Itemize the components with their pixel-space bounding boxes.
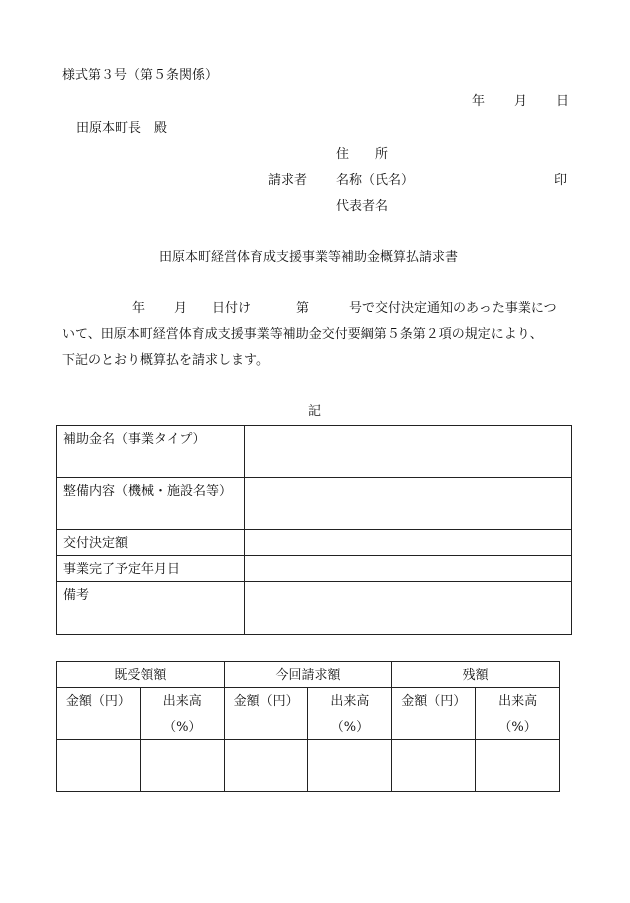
subsidy-name-field[interactable] <box>245 426 572 478</box>
addressee: 田原本町長 殿 <box>76 121 168 136</box>
progress-header: 出来高 （%） <box>476 688 560 740</box>
claim-amount-field[interactable] <box>224 740 308 792</box>
table-row <box>57 740 560 792</box>
row-label: 備考 <box>57 582 245 635</box>
table-subheader-row <box>57 688 560 740</box>
row-label: 交付決定額 <box>57 530 245 556</box>
body-blank-number: 第 <box>296 301 310 316</box>
body-blank-month: 月 <box>174 301 188 316</box>
table-header-row <box>57 662 560 688</box>
table-row <box>57 556 572 582</box>
group-header-remaining: 残額 <box>392 662 560 688</box>
amount-header: 金額（円） <box>392 688 476 740</box>
received-amount-field[interactable] <box>57 740 141 792</box>
row-label: 事業完了予定年月日 <box>57 556 245 582</box>
progress-header: 出来高 （%） <box>308 688 392 740</box>
seal-mark: 印 <box>554 173 568 188</box>
row-label: 補助金名（事業タイプ） <box>57 426 245 478</box>
table-row <box>57 478 572 530</box>
requester-name-label: 名称（氏名） <box>336 173 415 188</box>
progress-header: 出来高 （%） <box>140 688 224 740</box>
detail-table <box>56 425 572 635</box>
body-blank-day: 日付け <box>212 301 252 316</box>
completion-date-field[interactable] <box>245 556 572 582</box>
remaining-progress-field[interactable] <box>476 740 560 792</box>
requester-address-label: 住 所 <box>336 147 389 162</box>
ki-heading: 記 <box>308 404 322 419</box>
table-row <box>57 582 572 635</box>
table-row <box>57 426 572 478</box>
body-line2: いて、田原本町経営体育成支援事業等補助金交付要綱第５条第２項の規定により、 <box>62 327 543 342</box>
payment-table <box>56 661 560 792</box>
requester-label: 請求者 <box>268 173 308 188</box>
body-line3: 下記のとおり概算払を請求します。 <box>62 353 269 368</box>
equipment-content-field[interactable] <box>245 478 572 530</box>
body-line1: 号で交付決定通知のあった事業につ <box>349 301 557 316</box>
date-month-label: 月 <box>514 94 528 109</box>
amount-header: 金額（円） <box>224 688 308 740</box>
document-title: 田原本町経営体育成支援事業等補助金概算払請求書 <box>159 250 459 265</box>
form-number: 様式第３号（第５条関係） <box>62 68 219 83</box>
row-label: 整備内容（機械・施設名等） <box>57 478 245 530</box>
date-year-label: 年 <box>472 94 486 109</box>
group-header-received: 既受領額 <box>57 662 225 688</box>
remaining-amount-field[interactable] <box>392 740 476 792</box>
group-header-current-claim: 今回請求額 <box>224 662 392 688</box>
grant-decision-amount-field[interactable] <box>245 530 572 556</box>
remarks-field[interactable] <box>245 582 572 635</box>
requester-representative-label: 代表者名 <box>336 199 389 214</box>
body-blank-year: 年 <box>132 301 146 316</box>
received-progress-field[interactable] <box>140 740 224 792</box>
table-row <box>57 530 572 556</box>
amount-header: 金額（円） <box>57 688 141 740</box>
date-day-label: 日 <box>556 94 570 109</box>
claim-progress-field[interactable] <box>308 740 392 792</box>
